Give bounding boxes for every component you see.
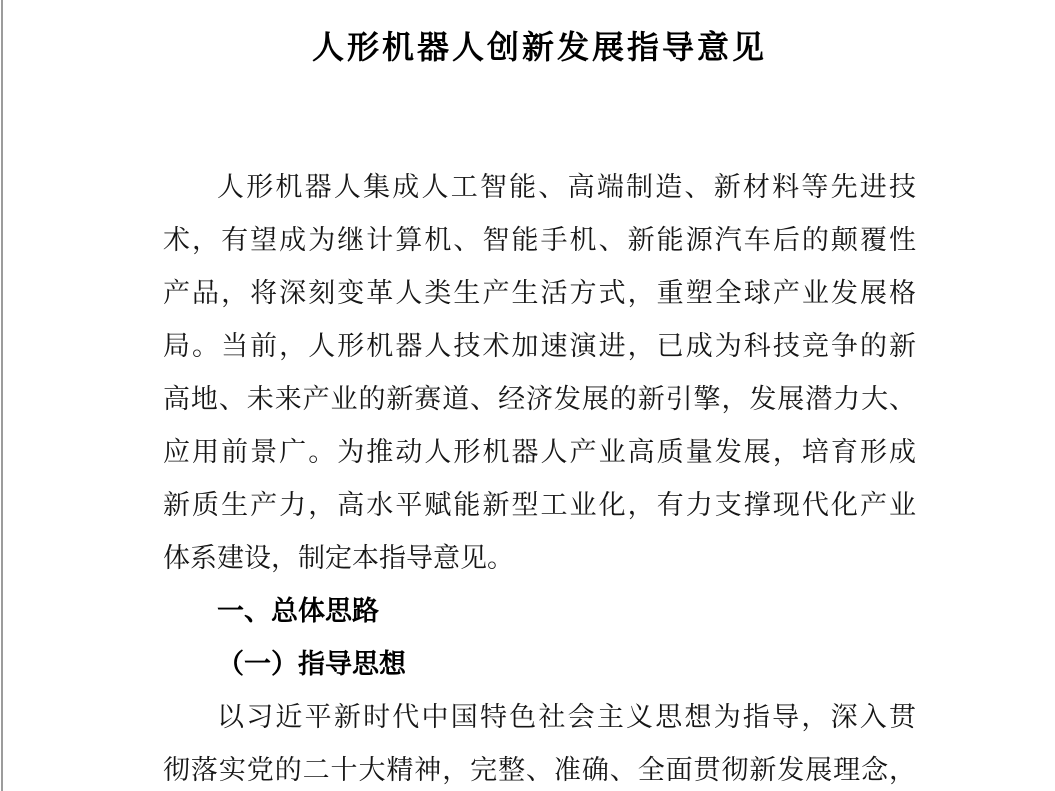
text-line: 术，有望成为继计算机、智能手机、新能源汽车后的颠覆性 — [163, 225, 916, 255]
subsection-heading: （一）指导思想 — [217, 649, 406, 679]
text-line: 高地、未来产业的新赛道、经济发展的新引擎，发展潜力大、 — [163, 384, 916, 414]
text-line: 以习近平新时代中国特色社会主义思想为指导，深入贯 — [217, 702, 916, 732]
text-line: 产品，将深刻变革人类生产生活方式，重塑全球产业发展格 — [163, 278, 916, 308]
text-line: 局。当前，人形机器人技术加速演进，已成为科技竞争的新 — [163, 331, 916, 361]
text-line: 体系建设，制定本指导意见。 — [163, 543, 514, 573]
text-line: 应用前景广。为推动人形机器人产业高质量发展，培育形成 — [163, 437, 916, 467]
document-text-column — [163, 0, 916, 791]
text-line: 新质生产力，高水平赋能新型工业化，有力支撑现代化产业 — [163, 490, 916, 520]
document-title: 人形机器人创新发展指导意见 — [311, 29, 767, 65]
section-heading: 一、总体思路 — [217, 596, 379, 626]
text-line: 彻落实党的二十大精神，完整、准确、全面贯彻新发展理念， — [163, 755, 916, 785]
page-left-edge-line — [1, 0, 3, 791]
text-line: 人形机器人集成人工智能、高端制造、新材料等先进技 — [217, 172, 916, 202]
document-body-lines — [163, 161, 916, 791]
